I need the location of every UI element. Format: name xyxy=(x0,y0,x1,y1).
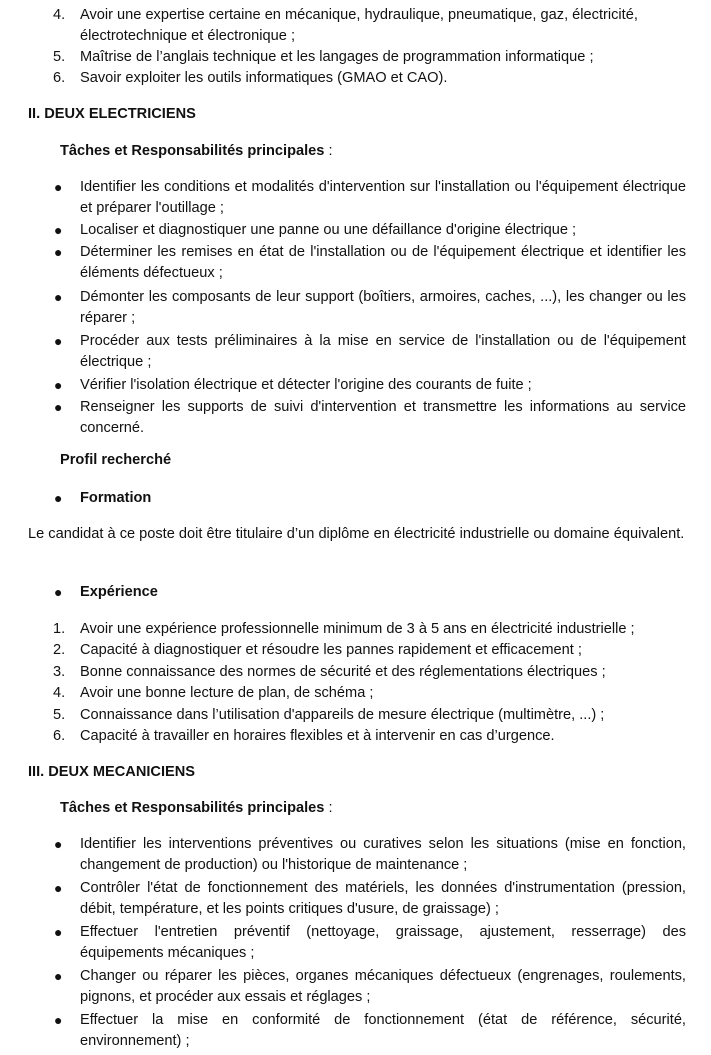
list-text: Effectuer la mise en conformité de fonctionnement (état de référence, sécurité, environnement) ; xyxy=(80,1012,686,1050)
bullet-icon: ● xyxy=(54,244,63,260)
tasks-suffix: : xyxy=(324,143,333,159)
list-text: Déterminer les remises en état de l'installation ou de l'équipement électrique et identifier les éléments défectueux ; xyxy=(80,244,686,282)
list-text: Effectuer l'entretien préventif (nettoyage, graissage, ajustement, resserrage) des équipements mécaniques ; xyxy=(80,924,686,962)
list-text: Bonne connaissance des normes de sécurité et des réglementations électriques ; xyxy=(80,664,606,680)
list-number: 5. xyxy=(53,49,66,65)
list-number: 4. xyxy=(53,685,66,701)
list-text: Savoir exploiter les outils informatiques (GMAO et CAO). xyxy=(80,70,448,86)
list-number: 1. xyxy=(53,621,66,637)
section-heading: II. DEUX ELECTRICIENS xyxy=(28,106,196,122)
tasks-heading xyxy=(60,798,333,819)
list-text: Procéder aux tests préliminaires à la mise en service de l'installation ou de l'équipement électrique ; xyxy=(80,333,686,371)
tasks-suffix: : xyxy=(324,800,333,816)
list-text: Capacité à travailler en horaires flexibles et à intervenir en cas d’urgence. xyxy=(80,728,555,744)
bullet-icon: ● xyxy=(54,490,63,506)
list-number: 3. xyxy=(53,664,66,680)
bullet-icon: ● xyxy=(54,924,63,940)
list-number: 6. xyxy=(53,728,66,744)
bullet-icon: ● xyxy=(54,179,63,195)
list-text: Démonter les composants de leur support (boîtiers, armoires, caches, ...), les changer ou les réparer ; xyxy=(80,289,686,327)
experience-label: Expérience xyxy=(80,584,158,600)
tasks-label: Tâches et Responsabilités principales xyxy=(60,800,325,816)
bullet-icon: ● xyxy=(54,377,63,393)
list-number: 4. xyxy=(53,7,66,23)
tasks-label: Tâches et Responsabilités principales xyxy=(60,143,325,159)
tasks-heading xyxy=(60,141,333,162)
list-text: Localiser et diagnostiquer une panne ou une défaillance d'origine électrique ; xyxy=(80,222,577,238)
formation-paragraph: Le candidat à ce poste doit être titulaire d’un diplôme en électricité industrielle ou domaine équivalent. xyxy=(28,526,685,542)
bullet-icon: ● xyxy=(54,333,63,349)
list-text: Vérifier l'isolation électrique et détecter l'origine des courants de fuite ; xyxy=(80,377,532,393)
bullet-icon: ● xyxy=(54,836,63,852)
bullet-icon: ● xyxy=(54,968,63,984)
bullet-icon: ● xyxy=(54,584,63,600)
section-heading: III. DEUX MECANICIENS xyxy=(28,764,196,780)
list-number: 6. xyxy=(53,70,66,86)
list-text: Renseigner les supports de suivi d'intervention et transmettre les informations au service concerné. xyxy=(80,399,686,437)
list-number: 5. xyxy=(53,707,66,723)
list-text: Identifier les conditions et modalités d'intervention sur l'installation ou l'équipement électrique et préparer l'outillage ; xyxy=(80,179,686,217)
list-text: Maîtrise de l’anglais technique et les langages de programmation informatique ; xyxy=(80,49,594,65)
bullet-icon: ● xyxy=(54,222,63,238)
list-text: Connaissance dans l’utilisation d'appareils de mesure électrique (multimètre, ...) ; xyxy=(80,707,605,723)
bullet-icon: ● xyxy=(54,1012,63,1028)
bullet-icon: ● xyxy=(54,399,63,415)
list-number: 2. xyxy=(53,642,66,658)
list-text: Capacité à diagnostiquer et résoudre les pannes rapidement et efficacement ; xyxy=(80,642,582,658)
list-text: Avoir une bonne lecture de plan, de schéma ; xyxy=(80,685,374,701)
list-text: Avoir une expérience professionnelle minimum de 3 à 5 ans en électricité industrielle ; xyxy=(80,621,635,637)
formation-label: Formation xyxy=(80,490,152,506)
list-text: Identifier les interventions préventives ou curatives selon les situations (mise en fonction, changement de production) ou l'historique de maintenance ; xyxy=(80,836,686,874)
list-text: Avoir une expertise certaine en mécanique, hydraulique, pneumatique, gaz, électricité, électrotechnique et électronique ; xyxy=(80,7,638,45)
list-text: Contrôler l'état de fonctionnement des matériels, les données d'instrumentation (pression, débit, température, et les points critiques d'usure, de graissage) ; xyxy=(80,880,686,918)
bullet-icon: ● xyxy=(54,289,63,305)
list-text: Changer ou réparer les pièces, organes mécaniques défectueux (engrenages, roulements, pignons, et procéder aux essais et réglages ; xyxy=(80,968,686,1006)
bullet-icon: ● xyxy=(54,880,63,896)
profile-heading: Profil recherché xyxy=(60,452,172,468)
